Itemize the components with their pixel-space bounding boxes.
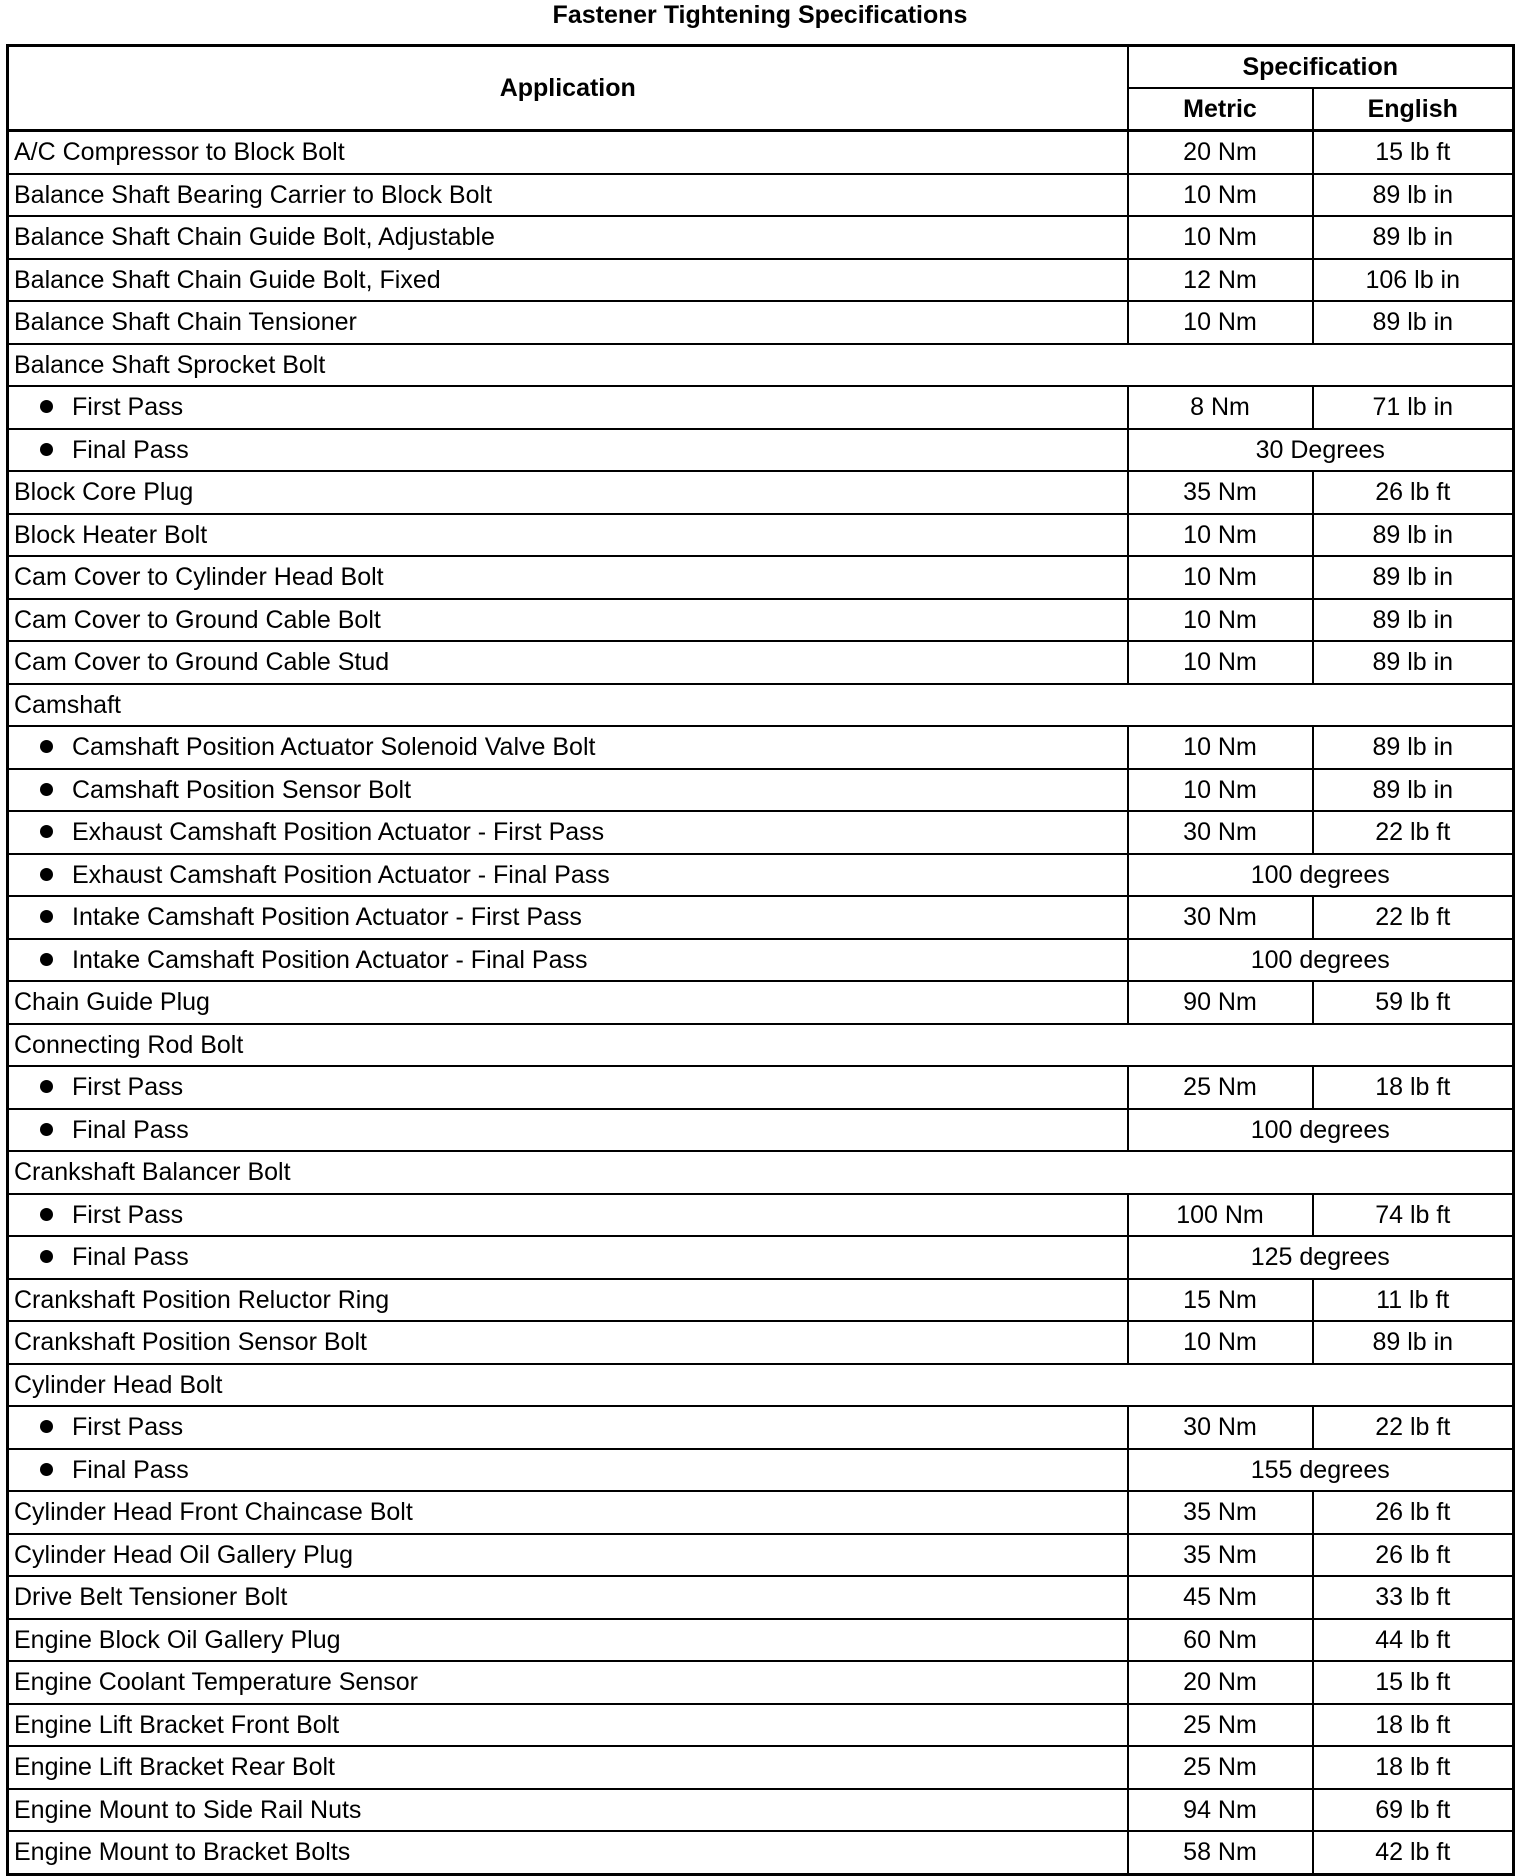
application-cell [8, 769, 1128, 812]
metric-cell: 10 Nm [1128, 301, 1313, 344]
table-row [8, 1449, 1514, 1492]
metric-cell: 10 Nm [1128, 1321, 1313, 1364]
application-cell [8, 216, 1128, 259]
application-cell [8, 1321, 1128, 1364]
application-label: Camshaft [14, 690, 121, 719]
metric-cell: 10 Nm [1128, 556, 1313, 599]
application-label: Crankshaft Position Reluctor Ring [14, 1285, 390, 1314]
metric-cell: 30 Nm [1128, 896, 1313, 939]
application-cell [8, 1236, 1128, 1279]
table-row [8, 1491, 1514, 1534]
metric-cell: 10 Nm [1128, 726, 1313, 769]
application-label: Cam Cover to Ground Cable Bolt [14, 605, 381, 634]
metric-cell: 8 Nm [1128, 386, 1313, 429]
application-label: Engine Lift Bracket Rear Bolt [14, 1753, 335, 1782]
bullet-icon [40, 400, 53, 413]
page-title: Fastener Tightening Specifications [552, 1, 968, 29]
table-row [8, 1619, 1514, 1662]
table-row [8, 1066, 1514, 1109]
english-cell: 11 lb ft [1313, 1279, 1514, 1322]
application-label: Block Heater Bolt [14, 520, 208, 549]
application-cell [8, 131, 1128, 174]
application-label: Cam Cover to Cylinder Head Bolt [14, 563, 384, 592]
english-cell: 89 lb in [1313, 769, 1514, 812]
application-cell [8, 726, 1128, 769]
application-cell [8, 1789, 1128, 1832]
table-row [8, 1704, 1514, 1747]
application-cell [8, 1279, 1128, 1322]
table-row [8, 386, 1514, 429]
application-label: Chain Guide Plug [14, 988, 210, 1017]
table-row [8, 1236, 1514, 1279]
application-cell [8, 174, 1128, 217]
application-cell [8, 1024, 1514, 1067]
table-row [8, 301, 1514, 344]
metric-cell: 90 Nm [1128, 981, 1313, 1024]
application-cell [8, 1491, 1128, 1534]
metric-cell: 35 Nm [1128, 1491, 1313, 1534]
application-label: First Pass [72, 1200, 184, 1229]
english-cell: 22 lb ft [1313, 1406, 1514, 1449]
english-cell: 18 lb ft [1313, 1746, 1514, 1789]
spec-cell: 100 degrees [1128, 1109, 1514, 1152]
application-cell [8, 429, 1128, 472]
application-cell [8, 1661, 1128, 1704]
bullet-icon [40, 868, 53, 881]
application-cell [8, 854, 1128, 897]
application-label: Balance Shaft Chain Tensioner [14, 308, 357, 337]
application-cell [8, 1704, 1128, 1747]
metric-cell: 60 Nm [1128, 1619, 1313, 1662]
header-application: Application [8, 46, 1128, 131]
application-label: Drive Belt Tensioner Bolt [14, 1583, 288, 1612]
table-row [8, 726, 1514, 769]
english-cell: 89 lb in [1313, 1321, 1514, 1364]
application-cell [8, 1831, 1128, 1874]
application-label: Cam Cover to Ground Cable Stud [14, 648, 390, 677]
application-cell [8, 939, 1128, 982]
english-cell: 18 lb ft [1313, 1066, 1514, 1109]
metric-cell: 25 Nm [1128, 1746, 1313, 1789]
application-label: Cylinder Head Oil Gallery Plug [14, 1540, 354, 1569]
english-cell: 44 lb ft [1313, 1619, 1514, 1662]
fastener-spec-table [6, 44, 1515, 1876]
english-cell: 89 lb in [1313, 216, 1514, 259]
metric-cell: 25 Nm [1128, 1704, 1313, 1747]
metric-cell: 25 Nm [1128, 1066, 1313, 1109]
english-cell: 89 lb in [1313, 599, 1514, 642]
application-label: Camshaft Position Actuator Solenoid Valve Bolt [72, 733, 596, 762]
application-cell [8, 599, 1128, 642]
header-specification: Specification [1128, 46, 1514, 89]
table-row [8, 641, 1514, 684]
application-label: First Pass [72, 393, 184, 422]
application-label: Exhaust Camshaft Position Actuator - First Pass [72, 818, 605, 847]
table-row [8, 259, 1514, 302]
bullet-icon [40, 1208, 53, 1221]
metric-cell: 15 Nm [1128, 1279, 1313, 1322]
application-cell [8, 981, 1128, 1024]
application-cell [8, 641, 1128, 684]
application-label: Intake Camshaft Position Actuator - First Pass [72, 903, 582, 932]
spec-cell: 100 degrees [1128, 854, 1514, 897]
english-cell: 89 lb in [1313, 301, 1514, 344]
table-header-row [8, 46, 1514, 89]
table-group-row [8, 1364, 1514, 1407]
table-row [8, 471, 1514, 514]
table-row [8, 599, 1514, 642]
table-row [8, 556, 1514, 599]
bullet-icon [40, 1123, 53, 1136]
table-row [8, 1534, 1514, 1577]
english-cell: 69 lb ft [1313, 1789, 1514, 1832]
metric-cell: 10 Nm [1128, 641, 1313, 684]
table-body [8, 131, 1514, 1875]
bullet-icon [40, 1420, 53, 1433]
application-label: A/C Compressor to Block Bolt [14, 138, 345, 167]
table-group-row [8, 684, 1514, 727]
metric-cell: 10 Nm [1128, 216, 1313, 259]
table-row [8, 1661, 1514, 1704]
spec-cell: 155 degrees [1128, 1449, 1514, 1492]
metric-cell: 10 Nm [1128, 514, 1313, 557]
application-cell [8, 1066, 1128, 1109]
header-english: English [1313, 88, 1514, 131]
english-cell: 26 lb ft [1313, 1491, 1514, 1534]
table-row [8, 1789, 1514, 1832]
bullet-icon [40, 825, 53, 838]
application-label: Engine Mount to Bracket Bolts [14, 1838, 351, 1867]
bullet-icon [40, 740, 53, 753]
application-cell [8, 1449, 1128, 1492]
application-label: Connecting Rod Bolt [14, 1030, 244, 1059]
application-label: Exhaust Camshaft Position Actuator - Final Pass [72, 860, 610, 889]
bullet-icon [40, 1250, 53, 1263]
application-cell [8, 301, 1128, 344]
metric-cell: 45 Nm [1128, 1576, 1313, 1619]
table-row [8, 1279, 1514, 1322]
application-label: Cylinder Head Front Chaincase Bolt [14, 1498, 413, 1527]
metric-cell: 94 Nm [1128, 1789, 1313, 1832]
table-group-row [8, 1024, 1514, 1067]
metric-cell: 35 Nm [1128, 471, 1313, 514]
application-cell [8, 344, 1514, 387]
application-label: Engine Lift Bracket Front Bolt [14, 1710, 340, 1739]
application-cell [8, 684, 1514, 727]
spec-cell: 30 Degrees [1128, 429, 1514, 472]
metric-cell: 58 Nm [1128, 1831, 1313, 1874]
table-row [8, 896, 1514, 939]
application-label: First Pass [72, 1413, 184, 1442]
application-label: Crankshaft Balancer Bolt [14, 1158, 291, 1187]
english-cell: 15 lb ft [1313, 131, 1514, 174]
application-label: Camshaft Position Sensor Bolt [72, 775, 412, 804]
table-row [8, 1109, 1514, 1152]
bullet-icon [40, 1463, 53, 1476]
table-row [8, 981, 1514, 1024]
application-label: Balance Shaft Sprocket Bolt [14, 350, 326, 379]
english-cell: 15 lb ft [1313, 1661, 1514, 1704]
application-label: Block Core Plug [14, 478, 194, 507]
table-group-row [8, 1151, 1514, 1194]
application-label: Balance Shaft Bearing Carrier to Block Bolt [14, 180, 493, 209]
english-cell: 22 lb ft [1313, 896, 1514, 939]
table-row [8, 131, 1514, 174]
metric-cell: 12 Nm [1128, 259, 1313, 302]
english-cell: 89 lb in [1313, 726, 1514, 769]
table-group-row [8, 344, 1514, 387]
bullet-icon [40, 910, 53, 923]
metric-cell: 10 Nm [1128, 769, 1313, 812]
application-cell [8, 896, 1128, 939]
english-cell: 106 lb in [1313, 259, 1514, 302]
table-row [8, 854, 1514, 897]
english-cell: 89 lb in [1313, 641, 1514, 684]
english-cell: 89 lb in [1313, 514, 1514, 557]
table-row [8, 1406, 1514, 1449]
metric-cell: 10 Nm [1128, 174, 1313, 217]
application-label: Crankshaft Position Sensor Bolt [14, 1328, 367, 1357]
table-row [8, 514, 1514, 557]
table-row [8, 216, 1514, 259]
application-label: Balance Shaft Chain Guide Bolt, Fixed [14, 265, 441, 294]
metric-cell: 20 Nm [1128, 131, 1313, 174]
application-label: Final Pass [72, 1243, 189, 1272]
table-row [8, 429, 1514, 472]
table-row [8, 769, 1514, 812]
application-cell [8, 386, 1128, 429]
english-cell: 89 lb in [1313, 556, 1514, 599]
english-cell: 26 lb ft [1313, 1534, 1514, 1577]
metric-cell: 30 Nm [1128, 1406, 1313, 1449]
application-label: Final Pass [72, 1455, 189, 1484]
application-cell [8, 471, 1128, 514]
application-cell [8, 556, 1128, 599]
spec-cell: 100 degrees [1128, 939, 1514, 982]
application-cell [8, 1364, 1514, 1407]
table-row [8, 1831, 1514, 1874]
bullet-icon [40, 783, 53, 796]
table-row [8, 1746, 1514, 1789]
application-cell [8, 1534, 1128, 1577]
english-cell: 33 lb ft [1313, 1576, 1514, 1619]
application-cell [8, 514, 1128, 557]
application-label: Engine Mount to Side Rail Nuts [14, 1795, 362, 1824]
table-row [8, 174, 1514, 217]
application-label: Engine Coolant Temperature Sensor [14, 1668, 418, 1697]
application-cell [8, 259, 1128, 302]
application-label: Final Pass [72, 1115, 189, 1144]
english-cell: 89 lb in [1313, 174, 1514, 217]
application-cell [8, 1619, 1128, 1662]
table-row [8, 1194, 1514, 1237]
english-cell: 71 lb in [1313, 386, 1514, 429]
metric-cell: 100 Nm [1128, 1194, 1313, 1237]
application-label: Final Pass [72, 435, 189, 464]
application-cell [8, 1194, 1128, 1237]
english-cell: 59 lb ft [1313, 981, 1514, 1024]
spec-cell: 125 degrees [1128, 1236, 1514, 1279]
application-cell [8, 1151, 1514, 1194]
application-label: First Pass [72, 1073, 184, 1102]
english-cell: 22 lb ft [1313, 811, 1514, 854]
header-metric: Metric [1128, 88, 1313, 131]
english-cell: 26 lb ft [1313, 471, 1514, 514]
application-label: Balance Shaft Chain Guide Bolt, Adjustable [14, 223, 495, 252]
application-cell [8, 1746, 1128, 1789]
bullet-icon [40, 953, 53, 966]
application-label: Engine Block Oil Gallery Plug [14, 1625, 341, 1654]
application-label: Cylinder Head Bolt [14, 1370, 223, 1399]
application-cell [8, 811, 1128, 854]
table-row [8, 1576, 1514, 1619]
english-cell: 42 lb ft [1313, 1831, 1514, 1874]
bullet-icon [40, 443, 53, 456]
english-cell: 74 lb ft [1313, 1194, 1514, 1237]
table-row [8, 1321, 1514, 1364]
metric-cell: 30 Nm [1128, 811, 1313, 854]
english-cell: 18 lb ft [1313, 1704, 1514, 1747]
application-cell [8, 1406, 1128, 1449]
metric-cell: 10 Nm [1128, 599, 1313, 642]
application-label: Intake Camshaft Position Actuator - Final Pass [72, 945, 588, 974]
bullet-icon [40, 1080, 53, 1093]
table-row [8, 939, 1514, 982]
metric-cell: 20 Nm [1128, 1661, 1313, 1704]
table-row [8, 811, 1514, 854]
application-cell [8, 1109, 1128, 1152]
metric-cell: 35 Nm [1128, 1534, 1313, 1577]
application-cell [8, 1576, 1128, 1619]
